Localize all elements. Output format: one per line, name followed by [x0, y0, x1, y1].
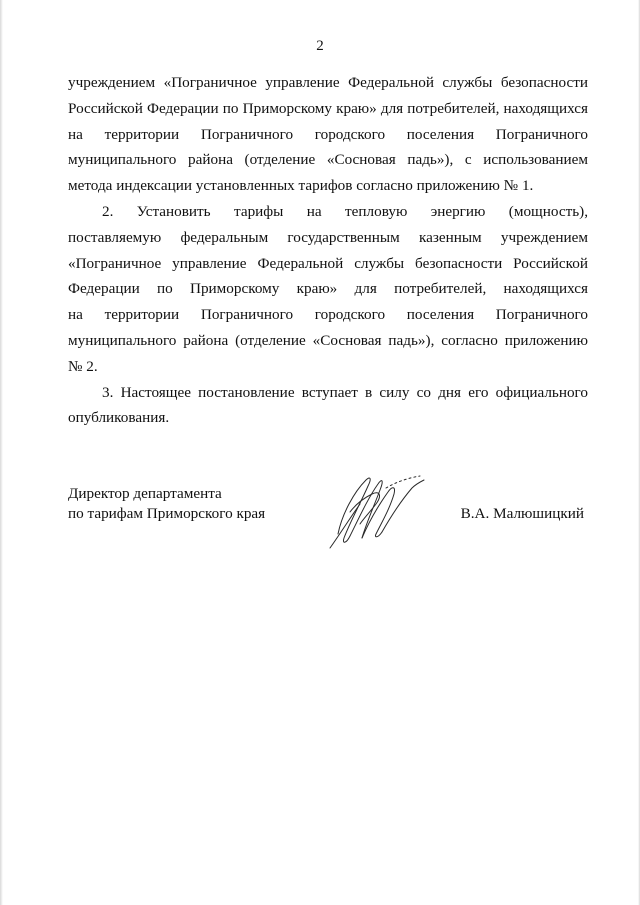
signature-block	[68, 484, 588, 564]
body-line: на территории Пограничного городского поселения Пограничного	[68, 125, 588, 143]
body-line: № 2.	[68, 357, 98, 375]
signatory-title-line: по тарифам Приморского края	[68, 505, 266, 522]
signatory-title-line: Директор департамента	[68, 485, 222, 502]
body-line: Российской Федерации по Приморскому краю» для потребителей, находящихся	[68, 99, 588, 117]
body-line: поставляемую федеральным государственным казенным учреждением	[68, 228, 588, 246]
body-line: опубликования.	[68, 409, 170, 427]
handwritten-signature	[320, 464, 430, 550]
body-line: муниципального района (отделение «Сосновая падь»), согласно приложению	[68, 331, 588, 349]
paragraph-3-start: 3. Настоящее постановление вступает в силу со дня его официального	[102, 383, 588, 401]
document-body	[68, 70, 588, 431]
body-line: на территории Пограничного городского поселения Пограничного	[68, 306, 588, 324]
body-line: метода индексации установленных тарифов согласно приложению № 1.	[68, 177, 534, 195]
body-line: учреждением «Пограничное управление Федеральной службы безопасности	[68, 74, 588, 91]
page-number: 2	[316, 38, 324, 54]
body-line: «Пограничное управление Федеральной службы безопасности Российской	[68, 254, 588, 272]
body-line: Федерации по Приморскому краю» для потребителей, находящихся	[68, 280, 588, 298]
body-line: муниципального района (отделение «Сосновая падь»), с использованием	[68, 151, 588, 169]
signatory-name: В.А. Малюшицкий	[460, 505, 584, 522]
scan-edge-left	[0, 0, 3, 905]
paragraph-2-start: 2. Установить тарифы на тепловую энергию (мощность),	[102, 202, 588, 220]
signatory-title	[68, 484, 265, 524]
